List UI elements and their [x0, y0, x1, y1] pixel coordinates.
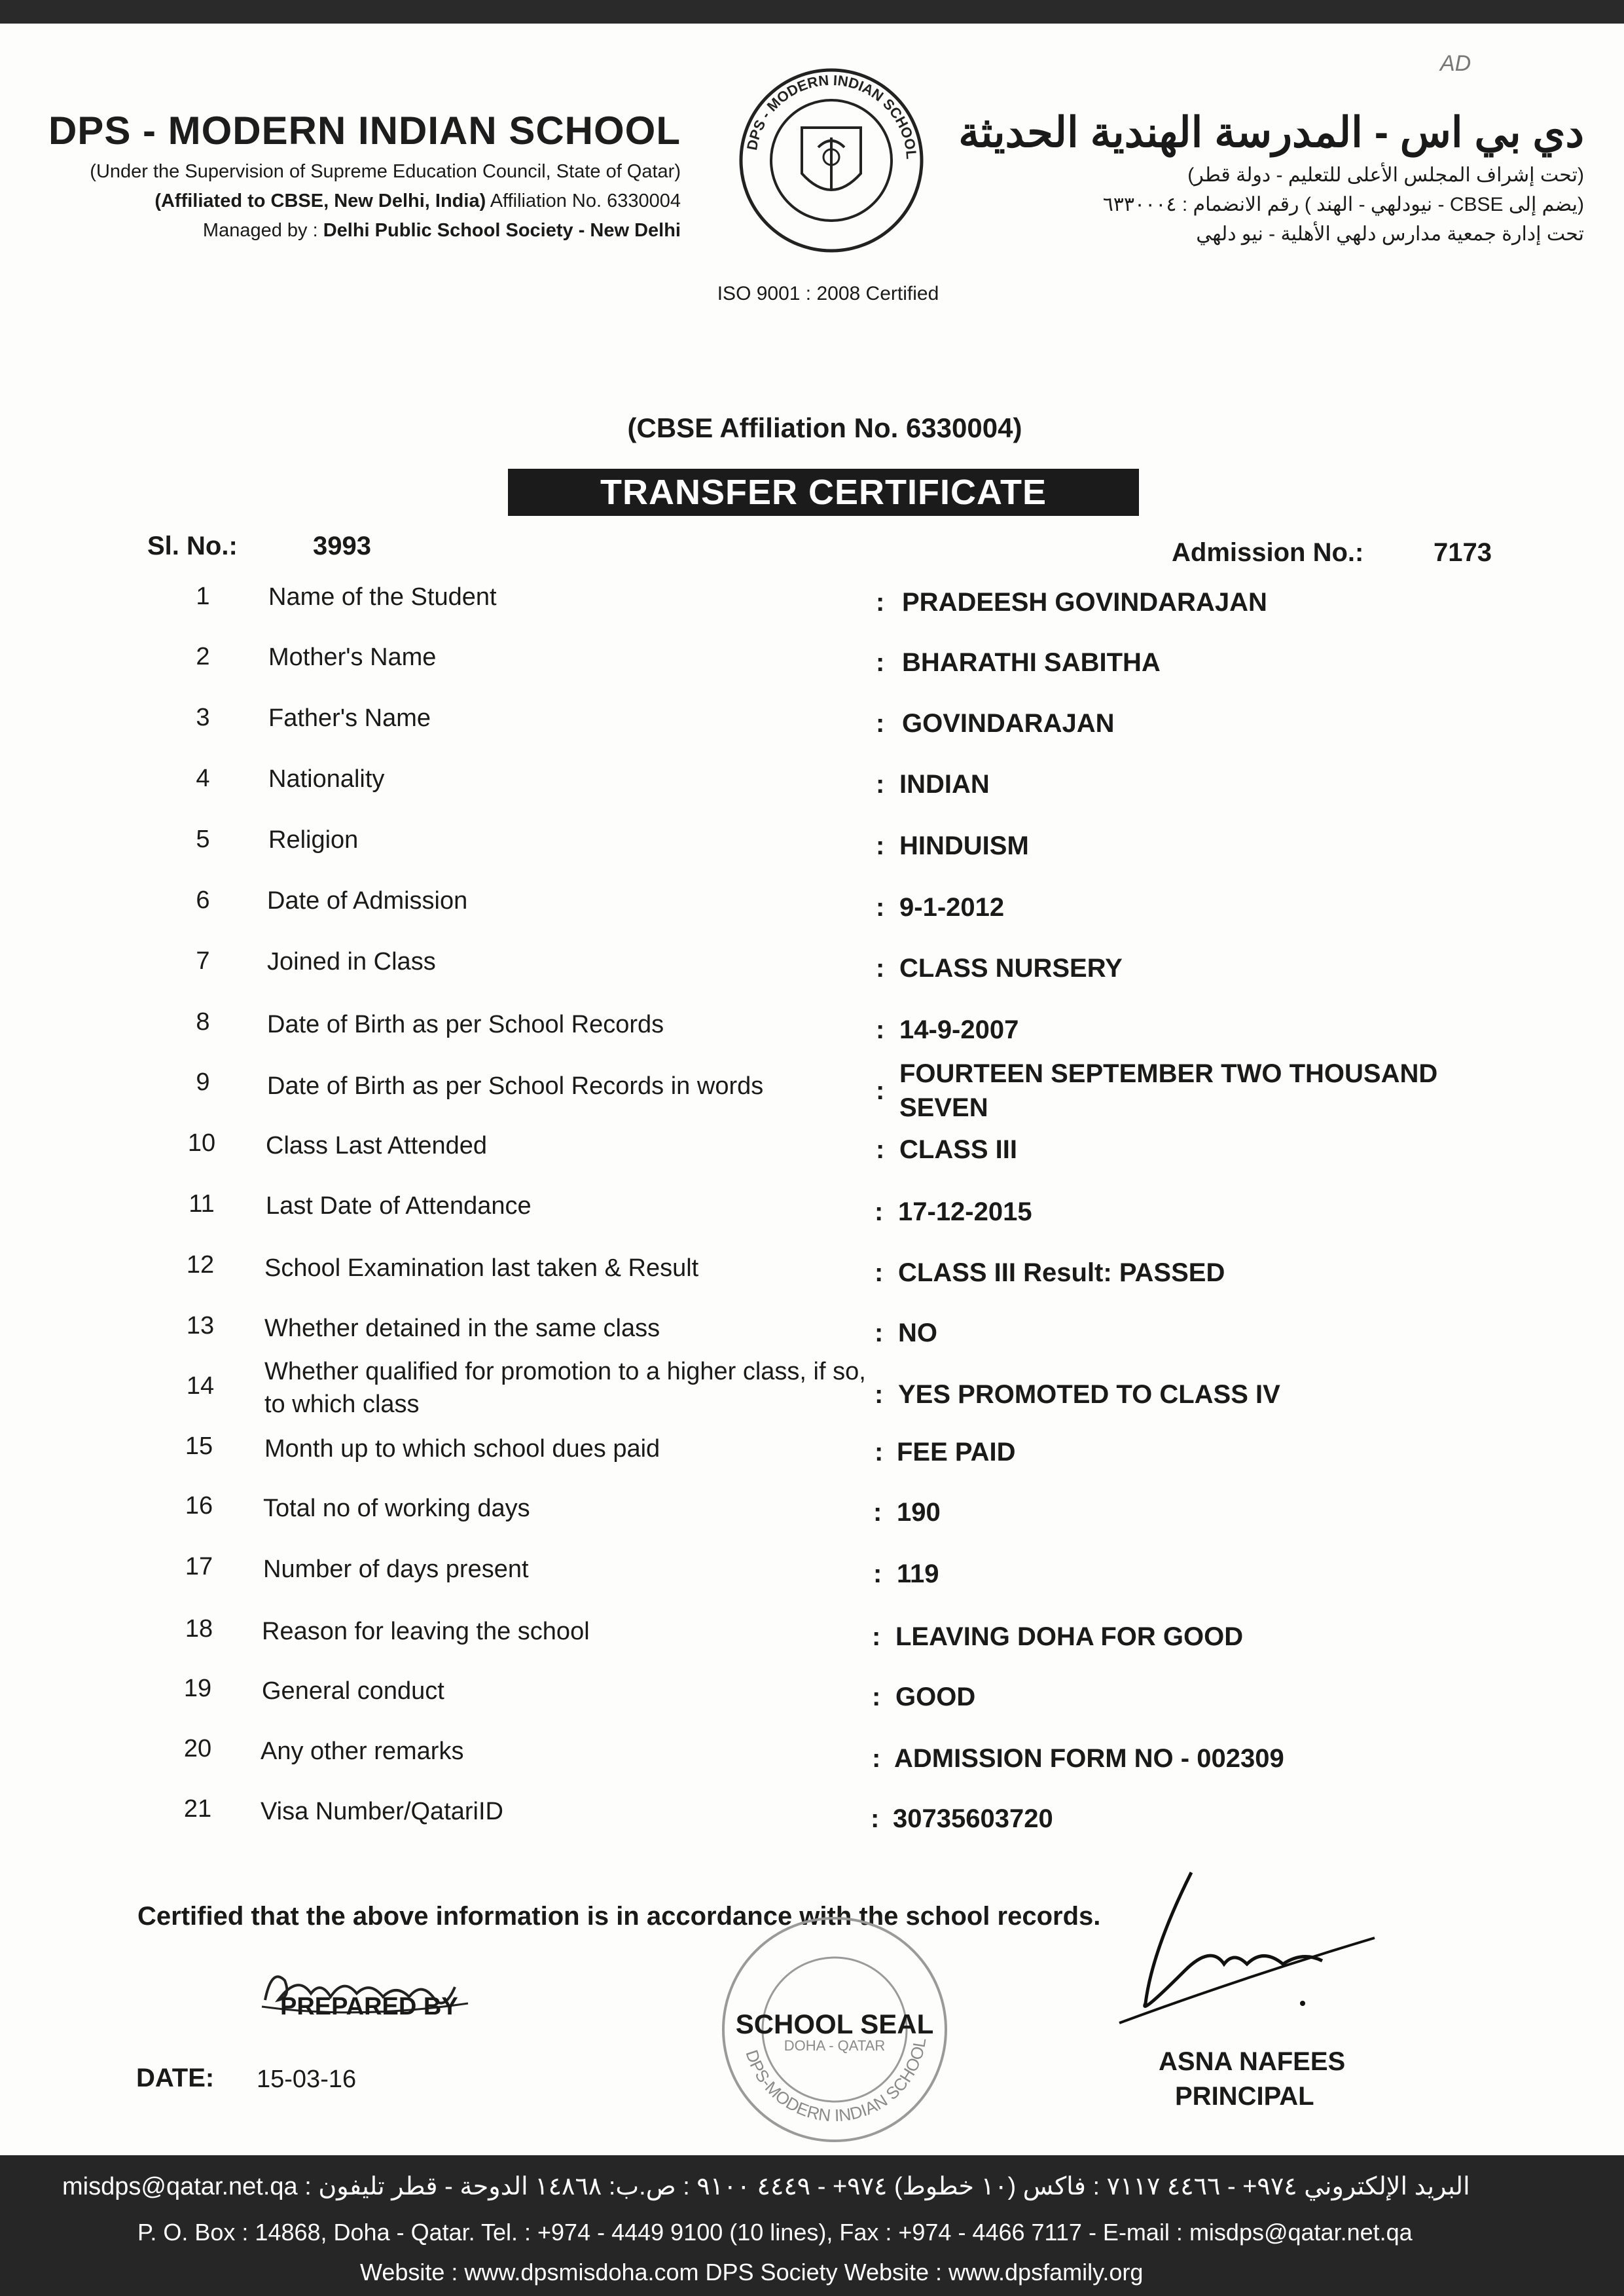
row-colon: :	[871, 1804, 880, 1833]
row-number: 6	[196, 886, 210, 914]
row-label: Any other remarks	[261, 1738, 464, 1765]
row-colon: :	[876, 1076, 885, 1105]
row-label: Nationality	[268, 765, 385, 793]
row-colon: :	[875, 1258, 884, 1287]
row-value: CLASS NURSERY	[899, 954, 1123, 983]
row-number: 11	[189, 1190, 215, 1218]
row-value: FEE PAID	[897, 1438, 1016, 1467]
row-label: Number of days present	[263, 1556, 529, 1583]
row-value: 9-1-2012	[899, 893, 1005, 922]
row-colon: :	[876, 709, 885, 738]
managed-by-society: Delhi Public School Society - New Delhi	[323, 220, 681, 241]
row-colon: :	[875, 1438, 884, 1467]
row-number: 15	[185, 1432, 213, 1460]
contact-footer	[0, 2155, 1624, 2296]
row-label: Last Date of Attendance	[266, 1192, 532, 1220]
row-value: FOURTEEN SEPTEMBER TWO THOUSAND SEVEN	[899, 1059, 1438, 1122]
header-arabic	[956, 108, 1584, 246]
row-label: Month up to which school dues paid	[264, 1435, 660, 1463]
row-colon: :	[872, 1744, 881, 1773]
row-colon: :	[876, 770, 885, 799]
school-logo	[736, 65, 926, 255]
header-english	[39, 108, 681, 242]
row-label: Whether detained in the same class	[264, 1315, 660, 1342]
supervision-line: (Under the Supervision of Supreme Education Council, State of Qatar)	[90, 161, 681, 182]
row-number: 13	[186, 1312, 215, 1339]
row-colon: :	[872, 1622, 881, 1651]
row-value: HINDUISM	[899, 831, 1029, 860]
certification-statement: Certified that the above information is in accordance with the school records.	[137, 1902, 1101, 1931]
row-colon: :	[876, 1135, 885, 1164]
row-label: Class Last Attended	[266, 1132, 487, 1159]
prepared-by-label: PREPARED BY	[280, 1993, 458, 2020]
handwritten-annotation: AD	[1440, 51, 1471, 76]
row-colon: :	[876, 648, 885, 677]
row-colon: :	[876, 893, 885, 922]
footer-arabic-contact: misdps@qatar.net.qa : البريد الإلكتروني ٩٧٤+ - ٤٤٦٦ ٧١١٧ : فاكس (١٠ خطوط) ٩٧٤+ - ٤٤٤٩ ٩١٠٠ : ص.ب: ١٤٨٦٨ الدوحة - قطر تليفون	[62, 2173, 1470, 2200]
top-border	[0, 0, 1624, 24]
row-number: 12	[186, 1251, 215, 1279]
row-number: 7	[196, 947, 210, 975]
row-value: GOOD	[895, 1683, 976, 1711]
row-number: 17	[185, 1553, 213, 1580]
row-value: PRADEESH GOVINDARAJAN	[902, 588, 1267, 617]
row-label: Total no of working days	[263, 1495, 530, 1522]
row-value: 14-9-2007	[899, 1015, 1019, 1044]
row-colon: :	[872, 1683, 881, 1711]
principal-name: ASNA NAFEES	[1159, 2047, 1346, 2076]
top-border-gap	[0, 24, 1624, 27]
row-colon: :	[875, 1197, 884, 1226]
row-value: ADMISSION FORM NO - 002309	[894, 1744, 1284, 1773]
principal-signature	[1113, 1853, 1388, 2043]
row-label: School Examination last taken & Result	[264, 1254, 699, 1282]
seal-ring-text: DPS-MODERN INDIAN SCHOOL	[742, 2036, 930, 2126]
row-colon: :	[873, 1559, 882, 1588]
principal-title: PRINCIPAL	[1175, 2082, 1314, 2111]
affiliation-number: Affiliation No. 6330004	[486, 191, 681, 211]
serial-value: 3993	[313, 532, 371, 560]
row-number: 9	[196, 1068, 210, 1096]
row-number: 1	[196, 583, 210, 610]
seal-inner-text: DOHA - QATAR	[784, 2037, 886, 2054]
row-label: Name of the Student	[268, 583, 497, 611]
row-label: Date of Birth as per School Records	[267, 1011, 664, 1038]
row-number: 21	[183, 1795, 212, 1823]
row-value: LEAVING DOHA FOR GOOD	[895, 1622, 1244, 1651]
row-colon: :	[875, 1319, 884, 1347]
arabic-managed-line: تحت إدارة جمعية مدارس دلهي الأهلية - نيو دلهي	[1196, 223, 1584, 245]
arabic-affiliation-line: (يضم إلى CBSE - نيودلهي - الهند ) رقم الانضمام : ٦٣٣٠٠٠٤	[1102, 194, 1584, 215]
row-number: 3	[196, 704, 210, 731]
serial-label: Sl. No.:	[147, 532, 238, 560]
row-value: 190	[897, 1498, 941, 1527]
row-label: Reason for leaving the school	[262, 1618, 590, 1645]
row-number: 18	[185, 1615, 213, 1643]
arabic-school-name: دي بي اس - المدرسة الهندية الحديثة	[958, 109, 1584, 156]
row-label: Date of Birth as per School Records in words	[267, 1072, 764, 1100]
row-number: 14	[186, 1372, 215, 1400]
row-number: 10	[187, 1129, 216, 1157]
iso-certification: ISO 9001 : 2008 Certified	[717, 283, 939, 304]
certificate-title: TRANSFER CERTIFICATE	[508, 469, 1139, 516]
admission-value: 7173	[1434, 538, 1492, 567]
row-value: CLASS III Result: PASSED	[898, 1258, 1225, 1287]
row-label: Joined in Class	[267, 948, 436, 975]
row-number: 4	[196, 765, 210, 792]
row-value: INDIAN	[899, 770, 990, 799]
row-number: 16	[185, 1492, 213, 1520]
row-label: Whether qualified for promotion to a higher class, if so, to which class	[264, 1358, 866, 1418]
row-colon: :	[876, 954, 885, 983]
row-colon: :	[876, 831, 885, 860]
row-number: 5	[196, 826, 210, 853]
managed-by-prefix: Managed by :	[202, 220, 323, 241]
arabic-supervision-line: (تحت إشراف المجلس الأعلى للتعليم - دولة قطر)	[1187, 164, 1584, 186]
cbse-affiliation: (CBSE Affiliation No. 6330004)	[627, 412, 1022, 443]
row-number: 2	[196, 643, 210, 670]
row-number: 8	[196, 1008, 210, 1036]
row-colon: :	[876, 1015, 885, 1044]
row-value: 119	[897, 1559, 939, 1588]
row-number: 19	[183, 1675, 212, 1702]
row-value: YES PROMOTED TO CLASS IV	[898, 1380, 1280, 1409]
logo-ring-text: DPS - MODERN INDIAN SCHOOL	[744, 71, 920, 160]
row-value: CLASS III	[899, 1135, 1018, 1164]
date-value: 15-03-16	[257, 2066, 357, 2093]
row-value: NO	[898, 1319, 937, 1347]
row-label: General conduct	[262, 1677, 444, 1705]
row-colon: :	[875, 1380, 884, 1409]
row-value: 30735603720	[893, 1804, 1053, 1833]
footer-websites: Website : www.dpsmisdoha.com DPS Society Website : www.dpsfamily.org	[360, 2259, 1144, 2286]
row-colon: :	[873, 1498, 882, 1527]
row-label: Date of Admission	[267, 887, 468, 915]
affiliation-bold: (Affiliated to CBSE, New Delhi, India)	[154, 191, 486, 211]
row-label: Father's Name	[268, 704, 431, 732]
managed-by-line	[39, 220, 681, 242]
school-seal-label: SCHOOL SEAL	[735, 2009, 934, 2039]
affiliation-line	[39, 191, 681, 212]
school-name: DPS - MODERN INDIAN SCHOOL	[48, 109, 681, 153]
row-colon: :	[876, 588, 885, 617]
row-value: 17-12-2015	[898, 1197, 1032, 1226]
row-label: Religion	[268, 826, 359, 854]
row-label: Mother's Name	[268, 644, 437, 671]
row-value: BHARATHI SABITHA	[902, 648, 1161, 677]
date-label: DATE:	[136, 2064, 215, 2092]
row-label: Visa Number/QatariID	[261, 1798, 503, 1825]
row-value: GOVINDARAJAN	[902, 709, 1115, 738]
row-number: 20	[183, 1735, 212, 1762]
admission-label: Admission No.:	[1172, 538, 1364, 567]
footer-english-contact: P. O. Box : 14868, Doha - Qatar. Tel. : +974 - 4449 9100 (10 lines), Fax : +974 - 4466 7117 - E-mail : misdps@qatar.net.qa	[137, 2219, 1413, 2246]
